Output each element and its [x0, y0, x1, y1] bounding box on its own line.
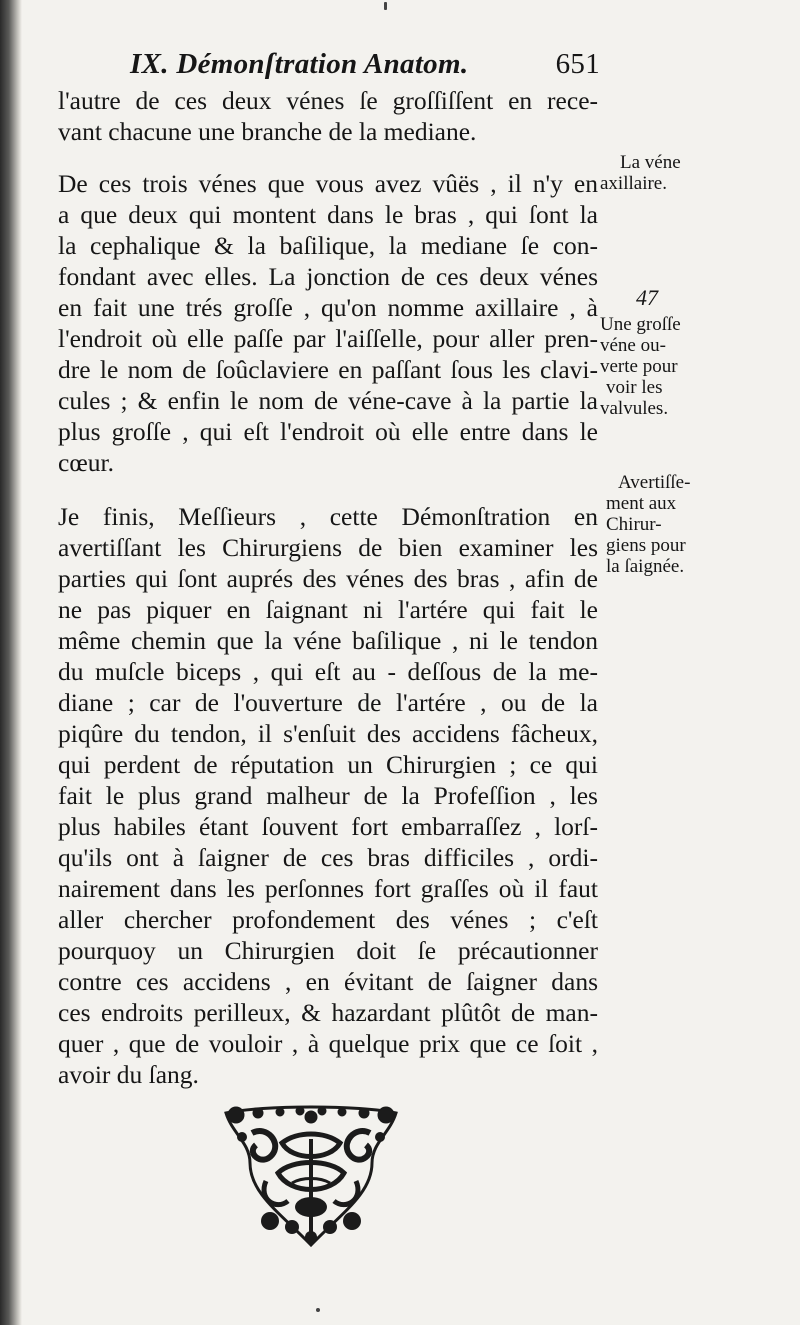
margin-note-line: Avertiſſe- [618, 472, 691, 493]
margin-note-axillaire [600, 152, 710, 194]
text-line: contre ces accidens , en évitant de ſaigner dans [58, 967, 598, 996]
text-line: l'endroit où elle paſſe par l'aiſſelle, pour aller pren- [58, 324, 598, 353]
text-line: pourquoy un Chirurgien doit ſe précautionner [58, 936, 598, 965]
main-text [58, 85, 598, 1090]
margin-note-line: Une groſſe [600, 314, 681, 335]
paragraph-3 [58, 501, 598, 1090]
text-line: quer , que de vouloir , à quelque prix que ce ſoit , [58, 1029, 598, 1058]
text-line: aller chercher profondement des vénes ; c'eſt [58, 905, 598, 934]
text-line: fondant avec elles. La jonction de ces deux vénes [58, 262, 598, 291]
text-line: qui perdent de réputation un Chirurgien ; ce qui [58, 750, 598, 779]
text-line: nairement dans les perſonnes fort graſſes où il faut [58, 874, 598, 903]
margin-note-line: véne ou- [600, 335, 666, 356]
text-line: De ces trois vénes que vous avez vûës , il n'y en [58, 169, 598, 198]
text-line: du muſcle biceps , qui eſt au - deſſous de la me- [58, 657, 598, 686]
margin-note-line: voir les [606, 377, 663, 398]
text-line: cules ; & enfin le nom de véne-cave à la partie la [58, 386, 598, 415]
margin-note-line: Chirur- [606, 514, 662, 535]
text-line: plus habiles étant ſouvent fort embarraſſez , lorſ- [58, 812, 598, 841]
text-line: ne pas piquer en ſaignant ni l'artére qui fait le [58, 595, 598, 624]
text-line: la cephalique & la baſilique, la mediane ſe con- [58, 231, 598, 260]
tailpiece-ornament [222, 1103, 400, 1248]
text-line: dre le nom de ſoûclaviere en paſſant ſous les clavi- [58, 355, 598, 384]
margin-note-line: axillaire. [600, 173, 667, 194]
paper-speck [384, 2, 387, 10]
text-line: avertiſſant les Chirurgiens de bien examiner les [58, 533, 598, 562]
text-line: parties qui ſont auprés des vénes des bras , afin de [58, 564, 598, 593]
text-line: cœur. [58, 448, 114, 477]
margin-note-line: verte pour [600, 356, 678, 377]
paragraph-2 [58, 168, 598, 478]
margin-note-line: ment aux [606, 493, 677, 514]
text-line: ces endroits perilleux, & hazardant plûtôt de man- [58, 998, 598, 1027]
text-line: vant chacune une branche de la mediane. [58, 117, 477, 146]
text-line: piqûre du tendon, il s'enſuit des accidens fâcheux, [58, 719, 598, 748]
margin-note-number: 47 [636, 285, 658, 310]
text-line: même chemin que la véne baſilique , ni le tendon [58, 626, 598, 655]
text-line: en fait une trés groſſe , qu'on nomme axillaire , à [58, 293, 598, 322]
margin-note-line: La véne [620, 152, 681, 173]
text-line: fait le plus grand malheur de la Profeſſion , les [58, 781, 598, 810]
paper-speck [316, 1308, 320, 1312]
running-header [130, 48, 600, 88]
text-line: avoir du ſang. [58, 1060, 199, 1089]
margin-note-line: giens pour [606, 535, 686, 556]
running-title: IX. Démonſtration Anatom. [130, 48, 469, 80]
text-line: diane ; car de l'ouverture de l'artére , ou de la [58, 688, 598, 717]
margin-note-line: la ſaignée. [606, 556, 685, 577]
page-number: 651 [555, 48, 600, 80]
paragraph-1 [58, 85, 598, 147]
text-line: plus groſſe , qui eſt l'endroit où elle entre dans le [58, 417, 598, 446]
margin-note-valvules [600, 314, 710, 419]
text-line: l'autre de ces deux vénes ſe groſſiſſent en rece- [58, 86, 598, 115]
text-line: qu'ils ont à ſaigner de ces bras difficiles , ordi- [58, 843, 598, 872]
margin-note-avertissement [606, 472, 716, 577]
text-line: a que deux qui montent dans le bras , qui ſont la [58, 200, 598, 229]
text-line: Je finis, Meſſieurs , cette Démonſtration en [58, 502, 598, 531]
margin-note-line: valvules. [600, 398, 669, 419]
